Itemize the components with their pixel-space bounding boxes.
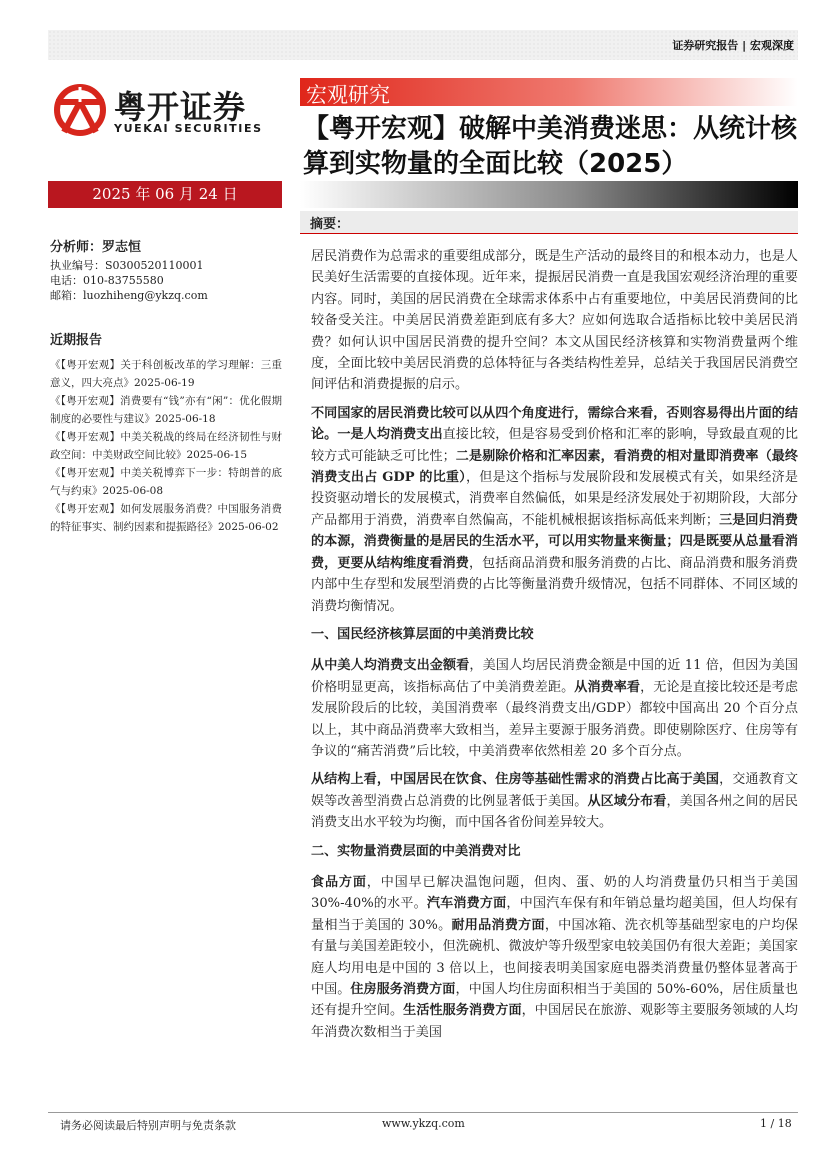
footer-page-number: 1 / 18	[760, 1117, 792, 1130]
recent-reports-title: 近期报告	[50, 333, 103, 348]
text-run: 食品方面	[311, 874, 367, 890]
report-type-label: 证券研究报告 | 宏观深度	[672, 39, 794, 52]
analyst-phone: 电话：010-83755580	[50, 274, 164, 287]
summary-paragraph-3	[311, 655, 798, 762]
text-run: ，中国汽车保有和年销总量均超美国，但人均保有量相当于美国的 30%。	[311, 896, 799, 933]
recent-report-item[interactable]: 《【粤开宏观】中美关税博弈下一步：特朗普的底气与约束》2025-06-08	[50, 467, 282, 497]
title-gradient-bar	[300, 181, 798, 208]
summary-label: 摘要：	[310, 217, 350, 232]
text-run: ，中国人均住房面积相当于美国的 50%-60%，居住质量也还有提升空间。	[311, 982, 798, 1019]
yuekai-logo-icon	[50, 80, 110, 140]
analyst-name: 分析师：罗志恒	[50, 240, 142, 255]
section-heading-1: 一、国民经济核算层面的中美消费比较	[311, 626, 534, 642]
analyst-email[interactable]: 邮箱：luozhiheng@ykzq.com	[50, 289, 208, 302]
text-run: ，中国冰箱、洗衣机等基础型家电的户均保有量与美国差距较小，但洗碗机、微波炉等升级型家电较美国仍有很大差距；美国家庭人均用电是中国的 3 倍以上，也间接表明美国家庭电器类消费量仍整体显著高于中国。	[311, 917, 799, 997]
section-label: 宏观研究	[306, 83, 390, 107]
summary-paragraph-1: 居民消费作为总需求的重要组成部分，既是生产活动的最终目的和根本动力，也是人民美好生活需要的直接体现。近年来，提振居民消费一直是我国宏观经济治理的重要内容。同时，美国的居民消费在全球需求体系中占有重要地位，中美居民消费间的比较备受关注。中美居民消费差距到底有多大？应如何选取合适指标比较中美居民消费？如何认识中国居民消费的提升空间？本文从国民经济核算和实物消费量两个维度，全面比较中美居民消费的总体特征与各类结构性差异，总结关于我国居民消费空间评估和消费提振的启示。	[311, 249, 798, 393]
text-run: ，美国人均居民消费金额是中国的近 11 倍，但因为美国价格明显更高，该指标高估了中美消费差距。	[311, 658, 798, 695]
summary-body	[311, 246, 798, 1050]
text-run: 耐用品消费方面	[451, 917, 545, 933]
text-run: 从结构上看，中国居民在饮食、住房等基础性需求的消费占比高于美国	[311, 772, 720, 788]
text-run: 直接比较，但是容易受到价格和汇率的影响，导致最直观的比较方式可能缺乏可比性；	[311, 427, 798, 464]
text-run: ，中国早已解决温饱问题，但肉、蛋、奶的人均消费量仍只相当于美国 30%-40%的水平。	[311, 874, 799, 912]
section-heading-2: 二、实物量消费层面的中美消费对比	[311, 843, 521, 859]
report-title: 【粤开宏观】破解中美消费迷思：从统计核算到实物量的全面比较（2025）	[303, 114, 798, 179]
recent-report-item[interactable]: 《【粤开宏观】关于科创板改革的学习理解：三重意义，四大亮点》2025-06-19	[50, 359, 282, 389]
text-run: 从中美人均消费支出金额看	[311, 658, 470, 674]
text-run: 不同国家的居民消费比较可以从四个角度进行，需综合来看，否则容易得出片面的结论。一是人均消费支出	[311, 405, 798, 443]
footer-disclaimer[interactable]: 请务必阅读最后特别声明与免责条款	[60, 1119, 236, 1132]
text-run: 二是剔除价格和汇率因素，看消费的相对量即消费率（最终消费支出占 GDP 的比重）	[311, 448, 798, 486]
text-run: ，但是这个指标与发展阶段和发展模式有关，如果经济是投资驱动增长的发展模式，消费率自然偏低，如果是经济发展处于初期阶段，大部分产品都用于消费，消费率自然偏高，不能机械根据该指标高低来判断；	[311, 470, 798, 528]
sidebar	[50, 236, 282, 536]
text-run: ，交通教育文娱等改善型消费占总消费的比例显著低于美国。	[311, 772, 799, 809]
text-run: ，美国各州之间的居民消费支出水平较为均衡，而中国各省份间差异较大。	[311, 793, 799, 831]
footer-website[interactable]: www.ykzq.com	[382, 1117, 465, 1130]
recent-report-item[interactable]: 《【粤开宏观】如何发展服务消费？中国服务消费的特征事实、制约因素和提振路径》2025-06-02	[50, 503, 282, 533]
text-run: 住房服务消费方面	[350, 982, 456, 997]
text-run: 汽车消费方面	[426, 896, 507, 912]
summary-header	[300, 211, 798, 234]
logo-chinese-name: 粤开证券	[114, 88, 247, 126]
text-run: ，无论是直接比较还是考虑发展阶段后的比较，美国消费率（最终消费支出/GDP）都较中国高出 20 个百分点以上，其中商品消费率大致相当，差异主要源于服务消费。即使剔除医疗、住房等有争议的“痛苦消费”后比较，中美消费率依然相差 20 多个百分点。	[311, 679, 799, 759]
footer-divider	[48, 1112, 798, 1113]
text-run: ，包括商品消费和服务消费的占比、商品消费和服务消费内部中生存型和发展型消费的占比等衡量消费升级情况，包括不同群体、不同区域的消费均衡情况。	[311, 555, 798, 614]
text-run: 从区域分布看	[587, 793, 667, 809]
text-run: ，中国居民在旅游、观影等主要服务领域的人均年消费次数相当于美国	[311, 1003, 799, 1040]
summary-paragraph-2	[311, 403, 798, 617]
company-logo	[50, 80, 280, 140]
summary-paragraph-4	[311, 769, 798, 833]
recent-report-item[interactable]: 《【粤开宏观】消费要有“钱”亦有“闲”：优化假期制度的必要性与建议》2025-06-18	[50, 395, 282, 425]
text-run: 从消费率看	[574, 679, 641, 695]
analyst-license: 执业编号：S0300520110001	[50, 259, 204, 272]
text-run: 生活性服务消费方面	[403, 1003, 522, 1019]
summary-paragraph-5	[311, 872, 798, 1043]
logo-english-name: YUEKAI SECURITIES	[114, 122, 263, 135]
report-date: 2025 年 06 月 24 日	[48, 181, 282, 208]
text-run: 三是回归消费的本源，消费衡量的是居民的生活水平，可以用实物量来衡量；四是既要从总量看消费，更要从结构维度看消费	[311, 512, 798, 571]
recent-report-item[interactable]: 《【粤开宏观】中美关税战的终局在经济韧性与财政空间：中美财政空间比较》2025-06-15	[50, 431, 282, 461]
